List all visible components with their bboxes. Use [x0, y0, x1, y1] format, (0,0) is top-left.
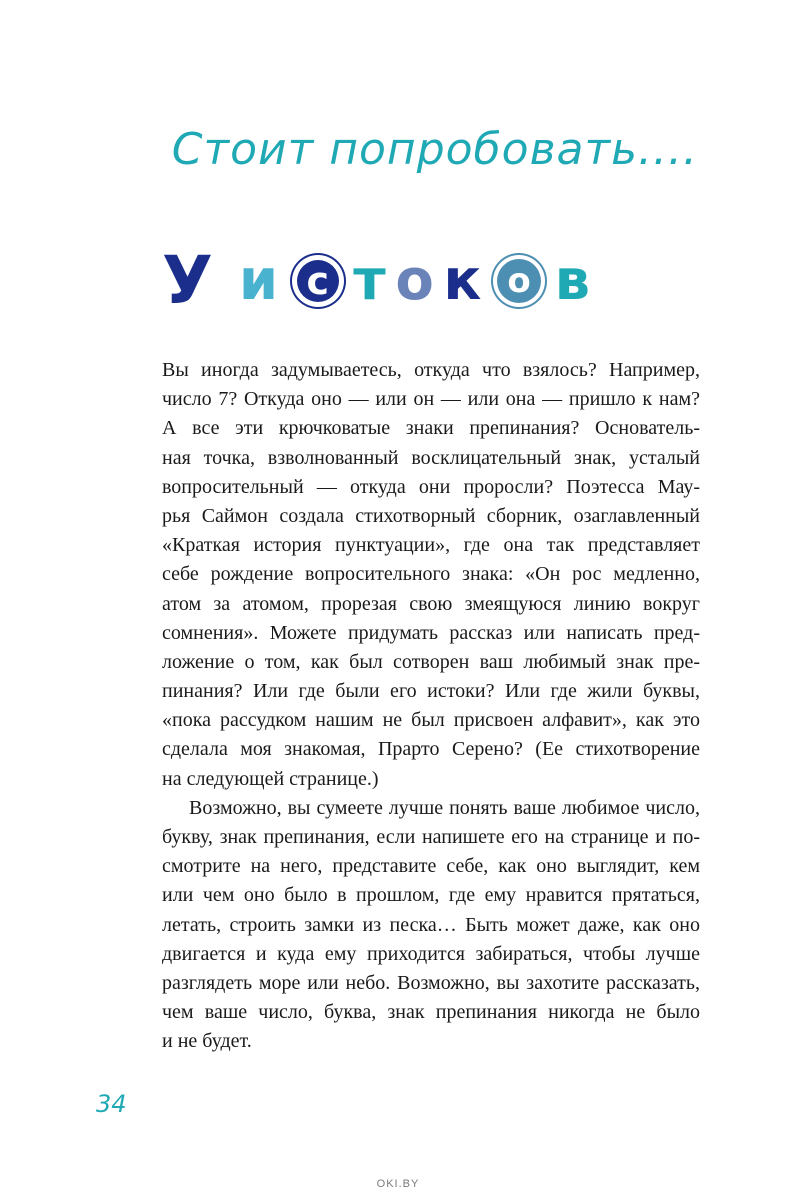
text-line: «пока рассудком нашим не был присвоен алфавит», как это — [162, 709, 700, 732]
text-line: «Краткая история пунктуации», где она так представляет — [162, 534, 700, 557]
text-line: на следующей странице.) — [162, 767, 379, 790]
title-letter: т — [353, 248, 386, 313]
title-letter: к — [443, 248, 482, 313]
title-letter-circled: с — [292, 255, 344, 307]
watermark: OKI.BY — [376, 1178, 420, 1190]
title-letter-circled: о — [493, 255, 545, 307]
page-number: 34 — [96, 1090, 127, 1118]
text-line: Вы иногда задумываетесь, откуда что взялось? Например, — [162, 359, 700, 381]
text-line: Возможно, вы сумеете лучше понять ваше любимое число, — [189, 796, 700, 819]
text-line: сомнения». Можете придумать рассказ или написать пред- — [162, 621, 700, 644]
paragraph-1 — [162, 356, 700, 794]
text-line: пинания? Или где были его истоки? Или где жили буквы, — [162, 680, 700, 703]
title-word-1 — [162, 242, 213, 319]
title-letter: и — [238, 248, 279, 313]
text-line: вопросительный — откуда они проросли? Поэтесса Мау- — [162, 475, 700, 498]
text-line: разглядеть море или небо. Возможно, вы захотите рассказать, — [162, 971, 700, 994]
text-line: сделала моя знакомая, Прарто Серено? (Ее стихотворение — [162, 738, 700, 761]
chapter-title — [162, 242, 591, 319]
text-line: или чем оно было в прошлом, где ему нравится прятаться, — [162, 884, 700, 907]
title-word-2 — [238, 248, 591, 313]
text-line: букву, знак препинания, если напишете его на странице и по- — [162, 826, 700, 848]
body-text — [162, 356, 700, 1057]
title-letter: о — [395, 248, 434, 313]
text-line: атом за атомом, прорезая свою змеящуюся линию вокруг — [162, 592, 700, 615]
text-line: летать, строить замки из песка… Быть может даже, как оно — [162, 913, 700, 936]
text-line: рья Саймон создала стихотворный сборник, озаглавленный — [162, 504, 700, 527]
text-line: и не будет. — [162, 1030, 252, 1053]
section-kicker: Стоит попробовать.... — [171, 124, 698, 175]
text-line: число 7? Откуда оно — или он — или она — пришло к нам? — [162, 388, 700, 411]
text-line: чем ваше число, буква, знак препинания никогда не было — [162, 1001, 700, 1024]
text-line: двигается и куда ему приходится забираться, чтобы лучше — [162, 942, 700, 965]
text-line: смотрите на него, представите себе, как оно выглядит, кем — [162, 855, 700, 878]
title-letter: У — [162, 242, 213, 319]
text-line: ложение о том, как был сотворен ваш любимый знак пре- — [162, 650, 700, 673]
paragraph-2 — [162, 794, 700, 1057]
text-line: себе рождение вопросительного знака: «Он рос медленно, — [162, 563, 700, 586]
text-line: А все эти крючковатые знаки препинания? Основатель- — [162, 417, 700, 440]
text-line: ная точка, взволнованный восклицательный знак, усталый — [162, 446, 700, 469]
title-letter: в — [554, 248, 591, 313]
